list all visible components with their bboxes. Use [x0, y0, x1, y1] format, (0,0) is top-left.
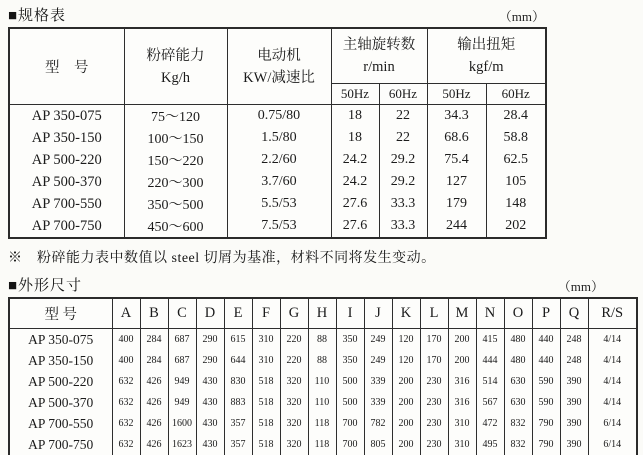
value-cell: 632 — [112, 434, 140, 455]
value-cell: 350～500 — [124, 193, 227, 215]
dims-header-row — [9, 298, 637, 329]
spec-header-torque-line2: kgf/m — [468, 59, 504, 75]
value-cell: 316 — [448, 371, 476, 392]
value-cell: 33.3 — [379, 215, 427, 238]
value-cell: 687 — [168, 329, 196, 351]
value-cell: 220 — [280, 329, 308, 351]
spec-header-speed-line2: r/min — [363, 59, 395, 75]
value-cell: 949 — [168, 371, 196, 392]
table-row — [9, 193, 546, 215]
value-cell: 120 — [392, 350, 420, 371]
dims-column-header: O — [504, 298, 532, 329]
dims-column-header: I — [336, 298, 364, 329]
value-cell: 390 — [560, 434, 588, 455]
value-cell: 632 — [112, 392, 140, 413]
value-cell: 244 — [427, 215, 486, 238]
table-row — [9, 434, 637, 455]
model-cell: AP 500-370 — [9, 392, 112, 413]
value-cell: 230 — [420, 371, 448, 392]
value-cell: 390 — [560, 413, 588, 434]
value-cell: 430 — [196, 392, 224, 413]
dims-table — [8, 297, 638, 455]
value-cell: 644 — [224, 350, 252, 371]
value-cell: 790 — [532, 413, 560, 434]
value-cell: 632 — [112, 413, 140, 434]
spec-header-motor — [227, 28, 331, 105]
value-cell: 100～150 — [124, 127, 227, 149]
value-cell: 390 — [560, 371, 588, 392]
value-cell: 200 — [392, 371, 420, 392]
value-cell: 200 — [392, 392, 420, 413]
value-cell: 4/14 — [588, 371, 637, 392]
value-cell: 415 — [476, 329, 504, 351]
spec-header-torque-60hz: 60Hz — [486, 84, 546, 105]
spec-header-group-row — [9, 28, 546, 84]
value-cell: 514 — [476, 371, 504, 392]
value-cell: 400 — [112, 350, 140, 371]
value-cell: 249 — [364, 350, 392, 371]
value-cell: 22 — [379, 127, 427, 149]
value-cell: 6/14 — [588, 434, 637, 455]
dims-column-header: C — [168, 298, 196, 329]
value-cell: 220 — [280, 350, 308, 371]
dims-column-header: R/S — [588, 298, 637, 329]
dims-section-header — [8, 274, 636, 295]
value-cell: 120 — [392, 329, 420, 351]
model-cell: AP 700-750 — [9, 434, 112, 455]
value-cell: 105 — [486, 171, 546, 193]
value-cell: 4/14 — [588, 392, 637, 413]
spec-table-body — [9, 105, 546, 239]
value-cell: 310 — [252, 329, 280, 351]
model-cell: AP 350-075 — [9, 329, 112, 351]
value-cell: 357 — [224, 413, 252, 434]
spec-header-speed-line1: 主轴旋转数 — [342, 37, 416, 53]
value-cell: 590 — [532, 371, 560, 392]
value-cell: 590 — [532, 392, 560, 413]
value-cell: 518 — [252, 392, 280, 413]
dims-column-header: N — [476, 298, 504, 329]
table-row — [9, 127, 546, 149]
table-row — [9, 371, 637, 392]
value-cell: 200 — [392, 434, 420, 455]
value-cell: 440 — [532, 350, 560, 371]
dims-header-model: 型 号 — [9, 298, 112, 329]
dims-column-header: A — [112, 298, 140, 329]
value-cell: 248 — [560, 350, 588, 371]
model-cell: AP 350-150 — [9, 127, 124, 149]
value-cell: 430 — [196, 413, 224, 434]
value-cell: 472 — [476, 413, 504, 434]
model-cell: AP 700-550 — [9, 413, 112, 434]
value-cell: 495 — [476, 434, 504, 455]
dims-column-header: M — [448, 298, 476, 329]
table-row — [9, 215, 546, 238]
dims-column-header: E — [224, 298, 252, 329]
value-cell: 230 — [420, 392, 448, 413]
spec-header-torque — [427, 28, 546, 84]
dims-column-header: H — [308, 298, 336, 329]
value-cell: 615 — [224, 329, 252, 351]
table-row — [9, 171, 546, 193]
value-cell: 248 — [560, 329, 588, 351]
footnote: ※ 粉碎能力表中数值以 steel 切屑为基准，材料不同将发生变动。 — [8, 251, 436, 266]
spec-header-model-label: 型 号 — [45, 60, 89, 76]
model-cell: AP 500-370 — [9, 171, 124, 193]
value-cell: 630 — [504, 392, 532, 413]
spec-header-speed — [331, 28, 427, 84]
value-cell: 426 — [140, 392, 168, 413]
value-cell: 179 — [427, 193, 486, 215]
value-cell: 518 — [252, 413, 280, 434]
spec-header-motor-line1: 电动机 — [257, 47, 301, 64]
value-cell: 75～120 — [124, 105, 227, 128]
value-cell: 2.2/60 — [227, 149, 331, 171]
spec-section-header — [8, 4, 545, 25]
model-cell: AP 350-075 — [9, 105, 124, 128]
value-cell: 500 — [336, 371, 364, 392]
value-cell: 230 — [420, 434, 448, 455]
value-cell: 339 — [364, 371, 392, 392]
value-cell: 700 — [336, 434, 364, 455]
value-cell: 426 — [140, 413, 168, 434]
value-cell: 18 — [331, 105, 379, 128]
model-cell: AP 700-550 — [9, 193, 124, 215]
value-cell: 3.7/60 — [227, 171, 331, 193]
table-row — [9, 413, 637, 434]
dims-column-header: Q — [560, 298, 588, 329]
value-cell: 4/14 — [588, 329, 637, 351]
value-cell: 290 — [196, 329, 224, 351]
value-cell: 390 — [560, 392, 588, 413]
value-cell: 320 — [280, 371, 308, 392]
value-cell: 350 — [336, 350, 364, 371]
value-cell: 148 — [486, 193, 546, 215]
value-cell: 118 — [308, 434, 336, 455]
value-cell: 500 — [336, 392, 364, 413]
value-cell: 949 — [168, 392, 196, 413]
dims-column-header: F — [252, 298, 280, 329]
value-cell: 310 — [252, 350, 280, 371]
value-cell: 200 — [392, 413, 420, 434]
value-cell: 24.2 — [331, 149, 379, 171]
spec-header-motor-line2: KW/减速比 — [243, 69, 315, 86]
value-cell: 400 — [112, 329, 140, 351]
value-cell: 310 — [448, 413, 476, 434]
value-cell: 284 — [140, 329, 168, 351]
value-cell: 687 — [168, 350, 196, 371]
dims-table-body — [9, 329, 637, 455]
value-cell: 480 — [504, 350, 532, 371]
model-cell: AP 500-220 — [9, 371, 112, 392]
value-cell: 7.5/53 — [227, 215, 331, 238]
spec-header-speed-50hz: 50Hz — [331, 84, 379, 105]
value-cell: 62.5 — [486, 149, 546, 171]
value-cell: 440 — [532, 329, 560, 351]
value-cell: 230 — [420, 413, 448, 434]
value-cell: 350 — [336, 329, 364, 351]
spec-header-torque-50hz: 50Hz — [427, 84, 486, 105]
value-cell: 782 — [364, 413, 392, 434]
spec-header-speed-60hz: 60Hz — [379, 84, 427, 105]
spec-header-model — [9, 28, 124, 105]
value-cell: 790 — [532, 434, 560, 455]
spec-table-title: ■规格表 — [8, 8, 67, 24]
table-row — [9, 350, 637, 371]
value-cell: 29.2 — [379, 149, 427, 171]
value-cell: 830 — [224, 371, 252, 392]
value-cell: 4/14 — [588, 350, 637, 371]
table-row — [9, 329, 637, 351]
value-cell: 27.6 — [331, 215, 379, 238]
spec-table-unit-label: （mm） — [498, 9, 545, 24]
value-cell: 200 — [448, 350, 476, 371]
value-cell: 24.2 — [331, 171, 379, 193]
value-cell: 290 — [196, 350, 224, 371]
value-cell: 357 — [224, 434, 252, 455]
value-cell: 630 — [504, 371, 532, 392]
value-cell: 426 — [140, 371, 168, 392]
value-cell: 34.3 — [427, 105, 486, 128]
value-cell: 6/14 — [588, 413, 637, 434]
model-cell: AP 700-750 — [9, 215, 124, 238]
value-cell: 339 — [364, 392, 392, 413]
dims-table-title: ■外形尺寸 — [8, 278, 83, 294]
value-cell: 320 — [280, 434, 308, 455]
dims-table-unit-label: （mm） — [557, 279, 604, 294]
value-cell: 0.75/80 — [227, 105, 331, 128]
value-cell: 632 — [112, 371, 140, 392]
spec-header-capacity-line2: Kg/h — [161, 69, 190, 86]
value-cell: 430 — [196, 434, 224, 455]
table-row — [9, 105, 546, 128]
value-cell: 88 — [308, 350, 336, 371]
value-cell: 118 — [308, 413, 336, 434]
dims-column-header: P — [532, 298, 560, 329]
dims-column-header: L — [420, 298, 448, 329]
value-cell: 426 — [140, 434, 168, 455]
value-cell: 75.4 — [427, 149, 486, 171]
value-cell: 805 — [364, 434, 392, 455]
value-cell: 220～300 — [124, 171, 227, 193]
value-cell: 832 — [504, 434, 532, 455]
value-cell: 316 — [448, 392, 476, 413]
model-cell: AP 350-150 — [9, 350, 112, 371]
value-cell: 110 — [308, 371, 336, 392]
value-cell: 567 — [476, 392, 504, 413]
value-cell: 200 — [448, 329, 476, 351]
value-cell: 249 — [364, 329, 392, 351]
value-cell: 700 — [336, 413, 364, 434]
table-row — [9, 149, 546, 171]
value-cell: 33.3 — [379, 193, 427, 215]
spec-table — [8, 27, 547, 239]
value-cell: 170 — [420, 329, 448, 351]
spec-header-capacity-line1: 粉碎能力 — [146, 47, 205, 64]
value-cell: 310 — [448, 434, 476, 455]
value-cell: 832 — [504, 413, 532, 434]
spec-header-capacity — [124, 28, 227, 105]
value-cell: 518 — [252, 371, 280, 392]
dims-column-header: G — [280, 298, 308, 329]
value-cell: 320 — [280, 392, 308, 413]
value-cell: 518 — [252, 434, 280, 455]
value-cell: 430 — [196, 371, 224, 392]
value-cell: 5.5/53 — [227, 193, 331, 215]
dims-column-header: J — [364, 298, 392, 329]
value-cell: 320 — [280, 413, 308, 434]
value-cell: 22 — [379, 105, 427, 128]
value-cell: 883 — [224, 392, 252, 413]
value-cell: 28.4 — [486, 105, 546, 128]
value-cell: 27.6 — [331, 193, 379, 215]
spec-header-torque-line1: 输出扭矩 — [457, 37, 516, 53]
value-cell: 444 — [476, 350, 504, 371]
value-cell: 1600 — [168, 413, 196, 434]
model-cell: AP 500-220 — [9, 149, 124, 171]
dims-column-header: D — [196, 298, 224, 329]
value-cell: 170 — [420, 350, 448, 371]
value-cell: 202 — [486, 215, 546, 238]
value-cell: 58.8 — [486, 127, 546, 149]
value-cell: 127 — [427, 171, 486, 193]
value-cell: 450～600 — [124, 215, 227, 238]
value-cell: 1.5/80 — [227, 127, 331, 149]
value-cell: 18 — [331, 127, 379, 149]
value-cell: 480 — [504, 329, 532, 351]
dims-column-header: K — [392, 298, 420, 329]
value-cell: 110 — [308, 392, 336, 413]
value-cell: 150～220 — [124, 149, 227, 171]
value-cell: 68.6 — [427, 127, 486, 149]
value-cell: 1623 — [168, 434, 196, 455]
value-cell: 29.2 — [379, 171, 427, 193]
value-cell: 284 — [140, 350, 168, 371]
table-row — [9, 392, 637, 413]
value-cell: 88 — [308, 329, 336, 351]
dims-column-header: B — [140, 298, 168, 329]
